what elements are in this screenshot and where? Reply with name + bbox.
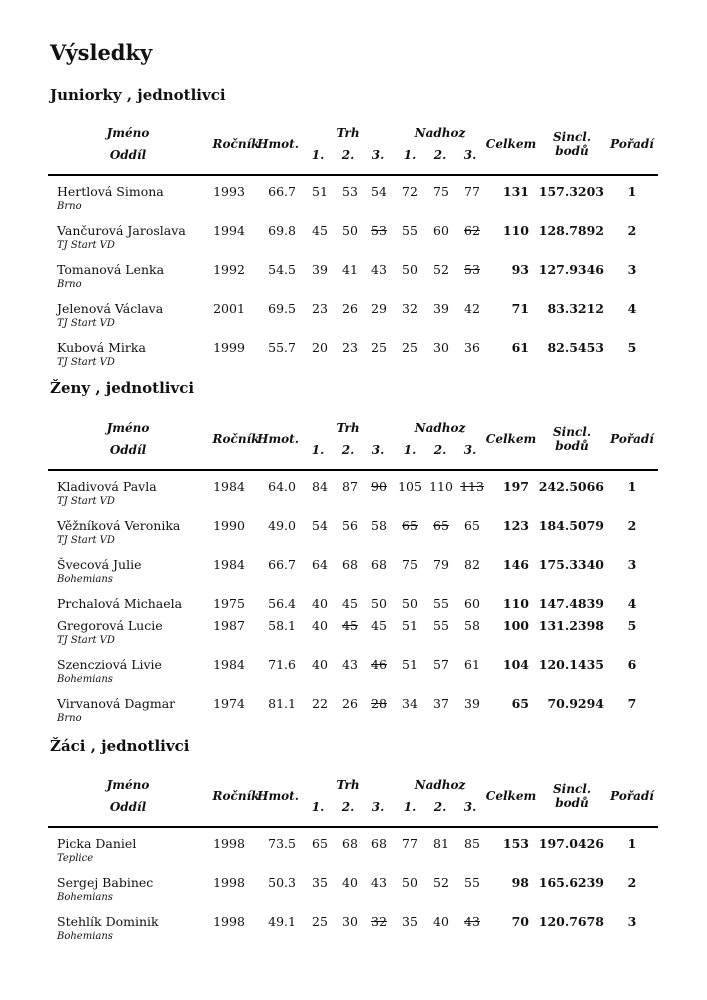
sinclair-points: 82.5453 — [547, 340, 604, 355]
total-score: 61 — [511, 340, 529, 355]
athlete-name: Prchalová Michaela — [57, 596, 183, 611]
header-trh: Trh — [336, 126, 360, 140]
body-weight: 55.7 — [268, 340, 296, 355]
birth-year: 1992 — [213, 262, 245, 277]
total-score: 71 — [511, 301, 529, 316]
total-score: 65 — [511, 696, 529, 711]
clean-jerk-attempt-3: 65 — [464, 518, 480, 533]
birth-year: 1974 — [213, 696, 245, 711]
header-trh: Trh — [336, 421, 360, 435]
athlete-name: Szencziová Livie — [57, 657, 162, 672]
clean-jerk-attempt-2: 30 — [433, 340, 449, 355]
clean-jerk-attempt-3-failed: 43 — [464, 914, 480, 929]
athlete-name: Virvanová Dagmar — [57, 696, 176, 711]
rank: 3 — [627, 914, 637, 929]
clean-jerk-attempt-3: 58 — [464, 618, 480, 633]
clean-jerk-attempt-2: 110 — [429, 479, 453, 494]
birth-year: 2001 — [213, 301, 245, 316]
athlete-name: Věžníková Veronika — [57, 518, 181, 533]
clean-jerk-attempt-1: 51 — [402, 657, 418, 672]
clean-jerk-attempt-2: 40 — [433, 914, 449, 929]
birth-year: 1984 — [213, 557, 245, 572]
athlete-name: Picka Daniel — [57, 836, 137, 851]
clean-jerk-attempt-3-failed: 53 — [464, 262, 480, 277]
header-sincl2: bodů — [555, 439, 589, 453]
body-weight: 58.1 — [268, 618, 296, 633]
snatch-attempt-2-failed: 45 — [342, 618, 358, 633]
body-weight: 64.0 — [268, 479, 296, 494]
body-weight: 49.1 — [268, 914, 296, 929]
birth-year: 1984 — [213, 657, 245, 672]
table-row — [48, 254, 658, 293]
athlete-club: TJ Start VD — [57, 635, 115, 646]
section-title-zeny: Ženy , jednotlivci — [50, 379, 195, 397]
section-title-zaci: Žáci , jednotlivci — [50, 737, 190, 755]
header-t2: 2. — [341, 443, 355, 457]
athlete-club: Brno — [57, 201, 82, 212]
snatch-attempt-3-failed: 46 — [371, 657, 387, 672]
body-weight: 73.5 — [268, 836, 296, 851]
header-n2: 2. — [433, 148, 447, 162]
athlete-club: Brno — [57, 279, 82, 290]
sinclair-points: 127.9346 — [538, 262, 604, 277]
header-n2: 2. — [433, 800, 447, 814]
rank: 1 — [627, 479, 637, 494]
clean-jerk-attempt-1: 72 — [402, 184, 418, 199]
snatch-attempt-2: 87 — [342, 479, 358, 494]
clean-jerk-attempt-2: 37 — [433, 696, 449, 711]
rank: 7 — [627, 696, 637, 711]
clean-jerk-attempt-3-failed: 62 — [464, 223, 480, 238]
snatch-attempt-3: 50 — [371, 596, 387, 611]
sinclair-points: 165.6239 — [538, 875, 604, 890]
header-t2: 2. — [341, 148, 355, 162]
clean-jerk-attempt-1: 25 — [402, 340, 418, 355]
athlete-name: Sergej Babinec — [57, 875, 154, 890]
snatch-attempt-2: 26 — [342, 696, 358, 711]
athlete-club: TJ Start VD — [57, 535, 115, 546]
rank: 3 — [627, 557, 637, 572]
clean-jerk-attempt-2: 55 — [433, 618, 449, 633]
header-jmeno: Jméno — [106, 126, 150, 140]
header-n3: 3. — [463, 800, 477, 814]
snatch-attempt-1: 35 — [312, 875, 328, 890]
birth-year: 1999 — [213, 340, 245, 355]
header-sincl1: Sincl. — [553, 130, 591, 144]
total-score: 104 — [502, 657, 529, 672]
clean-jerk-attempt-3-failed: 113 — [460, 479, 484, 494]
header-nadhoz: Nadhoz — [414, 778, 466, 792]
clean-jerk-attempt-1: 50 — [402, 262, 418, 277]
sinclair-points: 120.7678 — [538, 914, 604, 929]
total-score: 131 — [502, 184, 529, 199]
athlete-club: TJ Start VD — [57, 496, 115, 507]
table-row — [48, 176, 658, 215]
header-sincl2: bodů — [555, 796, 589, 810]
clean-jerk-attempt-1: 34 — [402, 696, 418, 711]
header-rocnik: Ročník — [212, 789, 260, 803]
body-weight: 54.5 — [268, 262, 296, 277]
clean-jerk-attempt-2: 81 — [433, 836, 449, 851]
results-table-zeny — [48, 417, 658, 727]
birth-year: 1987 — [213, 618, 245, 633]
rank: 2 — [627, 223, 637, 238]
athlete-name: Jelenová Václava — [57, 301, 164, 316]
table-header — [48, 774, 658, 828]
snatch-attempt-2: 68 — [342, 557, 358, 572]
table-row — [48, 610, 658, 649]
header-sincl1: Sincl. — [553, 425, 591, 439]
header-nadhoz: Nadhoz — [414, 126, 466, 140]
snatch-attempt-3: 29 — [371, 301, 387, 316]
header-n2: 2. — [433, 443, 447, 457]
clean-jerk-attempt-1: 55 — [402, 223, 418, 238]
header-n3: 3. — [463, 148, 477, 162]
snatch-attempt-3: 43 — [371, 875, 387, 890]
sinclair-points: 70.9294 — [547, 696, 604, 711]
header-rocnik: Ročník — [212, 137, 260, 151]
total-score: 123 — [502, 518, 529, 533]
snatch-attempt-2: 41 — [342, 262, 358, 277]
snatch-attempt-3: 54 — [371, 184, 387, 199]
athlete-name: Kubová Mirka — [57, 340, 146, 355]
clean-jerk-attempt-1: 50 — [402, 875, 418, 890]
body-weight: 66.7 — [268, 557, 296, 572]
snatch-attempt-3: 25 — [371, 340, 387, 355]
table-row — [48, 293, 658, 332]
total-score: 100 — [502, 618, 529, 633]
clean-jerk-attempt-1: 75 — [402, 557, 418, 572]
snatch-attempt-1: 40 — [312, 657, 328, 672]
header-trh: Trh — [336, 778, 360, 792]
clean-jerk-attempt-2: 55 — [433, 596, 449, 611]
header-n1: 1. — [403, 148, 417, 162]
clean-jerk-attempt-2: 39 — [433, 301, 449, 316]
table-row — [48, 867, 658, 906]
sinclair-points: 242.5066 — [538, 479, 604, 494]
sinclair-points: 131.2398 — [538, 618, 604, 633]
section-title-juniorky: Juniorky , jednotlivci — [50, 86, 226, 104]
sinclair-points: 120.1435 — [538, 657, 604, 672]
snatch-attempt-1: 25 — [312, 914, 328, 929]
snatch-attempt-2: 26 — [342, 301, 358, 316]
rank: 5 — [627, 340, 637, 355]
athlete-name: Vančurová Jaroslava — [57, 223, 186, 238]
header-poradi: Pořadí — [610, 789, 654, 803]
page-title: Výsledky — [50, 40, 153, 65]
athlete-name: Tomanová Lenka — [57, 262, 165, 277]
snatch-attempt-1: 23 — [312, 301, 328, 316]
body-weight: 56.4 — [268, 596, 296, 611]
snatch-attempt-3: 58 — [371, 518, 387, 533]
athlete-name: Švecová Julie — [57, 557, 142, 572]
snatch-attempt-2: 23 — [342, 340, 358, 355]
athlete-club: Bohemians — [57, 674, 113, 685]
snatch-attempt-1: 20 — [312, 340, 328, 355]
athlete-club: TJ Start VD — [57, 318, 115, 329]
header-poradi: Pořadí — [610, 432, 654, 446]
clean-jerk-attempt-3: 55 — [464, 875, 480, 890]
snatch-attempt-2: 43 — [342, 657, 358, 672]
athlete-club: Brno — [57, 713, 82, 724]
header-n3: 3. — [463, 443, 477, 457]
snatch-attempt-3-failed: 53 — [371, 223, 387, 238]
total-score: 197 — [502, 479, 529, 494]
header-celkem: Celkem — [485, 789, 537, 803]
athlete-club: Teplice — [57, 853, 94, 864]
header-n1: 1. — [403, 800, 417, 814]
clean-jerk-attempt-1: 51 — [402, 618, 418, 633]
header-sincl1: Sincl. — [553, 782, 591, 796]
snatch-attempt-1: 51 — [312, 184, 328, 199]
header-t1: 1. — [311, 800, 325, 814]
table-header — [48, 122, 658, 176]
table-row — [48, 906, 658, 945]
clean-jerk-attempt-1: 50 — [402, 596, 418, 611]
snatch-attempt-3: 68 — [371, 836, 387, 851]
results-table-juniorky — [48, 122, 658, 371]
snatch-attempt-3-failed: 32 — [371, 914, 387, 929]
rank: 5 — [627, 618, 637, 633]
snatch-attempt-1: 40 — [312, 596, 328, 611]
table-row — [48, 471, 658, 510]
clean-jerk-attempt-3: 61 — [464, 657, 480, 672]
header-jmeno: Jméno — [106, 421, 150, 435]
table-row — [48, 549, 658, 588]
athlete-name: Gregorová Lucie — [57, 618, 163, 633]
total-score: 110 — [502, 223, 529, 238]
table-row — [48, 588, 658, 610]
snatch-attempt-2: 53 — [342, 184, 358, 199]
snatch-attempt-2: 40 — [342, 875, 358, 890]
table-row — [48, 215, 658, 254]
table-header — [48, 417, 658, 471]
snatch-attempt-1: 40 — [312, 618, 328, 633]
header-n1: 1. — [403, 443, 417, 457]
clean-jerk-attempt-1: 105 — [398, 479, 422, 494]
clean-jerk-attempt-2: 75 — [433, 184, 449, 199]
athlete-name: Kladivová Pavla — [57, 479, 157, 494]
snatch-attempt-2: 68 — [342, 836, 358, 851]
athlete-name: Hertlová Simona — [57, 184, 164, 199]
snatch-attempt-3-failed: 90 — [371, 479, 387, 494]
clean-jerk-attempt-3: 60 — [464, 596, 480, 611]
body-weight: 66.7 — [268, 184, 296, 199]
total-score: 153 — [502, 836, 529, 851]
athlete-club: Bohemians — [57, 892, 113, 903]
sinclair-points: 83.3212 — [547, 301, 604, 316]
clean-jerk-attempt-3: 85 — [464, 836, 480, 851]
clean-jerk-attempt-2-failed: 65 — [433, 518, 449, 533]
table-row — [48, 649, 658, 688]
header-hmot: Hmot. — [257, 432, 299, 446]
header-jmeno: Jméno — [106, 778, 150, 792]
header-oddil: Oddíl — [109, 800, 147, 814]
header-hmot: Hmot. — [257, 789, 299, 803]
snatch-attempt-1: 65 — [312, 836, 328, 851]
snatch-attempt-1: 84 — [312, 479, 328, 494]
snatch-attempt-1: 64 — [312, 557, 328, 572]
rank: 1 — [627, 836, 637, 851]
body-weight: 49.0 — [268, 518, 296, 533]
snatch-attempt-3: 68 — [371, 557, 387, 572]
clean-jerk-attempt-2: 52 — [433, 875, 449, 890]
snatch-attempt-2: 50 — [342, 223, 358, 238]
birth-year: 1990 — [213, 518, 245, 533]
rank: 4 — [627, 596, 637, 611]
header-nadhoz: Nadhoz — [414, 421, 466, 435]
clean-jerk-attempt-2: 57 — [433, 657, 449, 672]
snatch-attempt-2: 30 — [342, 914, 358, 929]
rank: 4 — [627, 301, 637, 316]
header-oddil: Oddíl — [109, 443, 147, 457]
clean-jerk-attempt-3: 39 — [464, 696, 480, 711]
header-sincl2: bodů — [555, 144, 589, 158]
athlete-club: Bohemians — [57, 931, 113, 942]
body-weight: 50.3 — [268, 875, 296, 890]
birth-year: 1984 — [213, 479, 245, 494]
header-t2: 2. — [341, 800, 355, 814]
clean-jerk-attempt-1-failed: 65 — [402, 518, 418, 533]
clean-jerk-attempt-3: 77 — [464, 184, 480, 199]
header-celkem: Celkem — [485, 432, 537, 446]
clean-jerk-attempt-3: 42 — [464, 301, 480, 316]
clean-jerk-attempt-3: 82 — [464, 557, 480, 572]
total-score: 93 — [511, 262, 529, 277]
header-t3: 3. — [371, 443, 385, 457]
sinclair-points: 197.0426 — [538, 836, 604, 851]
sinclair-points: 147.4839 — [538, 596, 604, 611]
rank: 1 — [627, 184, 637, 199]
snatch-attempt-2: 45 — [342, 596, 358, 611]
snatch-attempt-1: 45 — [312, 223, 328, 238]
sinclair-points: 128.7892 — [538, 223, 604, 238]
table-row — [48, 828, 658, 867]
athlete-club: TJ Start VD — [57, 357, 115, 368]
snatch-attempt-2: 56 — [342, 518, 358, 533]
header-rocnik: Ročník — [212, 432, 260, 446]
sinclair-points: 157.3203 — [538, 184, 604, 199]
rank: 3 — [627, 262, 637, 277]
birth-year: 1975 — [213, 596, 245, 611]
snatch-attempt-3: 45 — [371, 618, 387, 633]
body-weight: 69.5 — [268, 301, 296, 316]
clean-jerk-attempt-2: 79 — [433, 557, 449, 572]
clean-jerk-attempt-1: 32 — [402, 301, 418, 316]
total-score: 110 — [502, 596, 529, 611]
total-score: 146 — [502, 557, 529, 572]
snatch-attempt-1: 39 — [312, 262, 328, 277]
header-celkem: Celkem — [485, 137, 537, 151]
athlete-name: Stehlík Dominik — [57, 914, 159, 929]
birth-year: 1998 — [213, 875, 245, 890]
header-t1: 1. — [311, 443, 325, 457]
birth-year: 1994 — [213, 223, 245, 238]
snatch-attempt-3: 43 — [371, 262, 387, 277]
table-row — [48, 688, 658, 727]
athlete-club: TJ Start VD — [57, 240, 115, 251]
snatch-attempt-1: 22 — [312, 696, 328, 711]
athlete-club: Bohemians — [57, 574, 113, 585]
header-poradi: Pořadí — [610, 137, 654, 151]
birth-year: 1998 — [213, 836, 245, 851]
header-t1: 1. — [311, 148, 325, 162]
birth-year: 1993 — [213, 184, 245, 199]
header-t3: 3. — [371, 800, 385, 814]
body-weight: 71.6 — [268, 657, 296, 672]
header-t3: 3. — [371, 148, 385, 162]
birth-year: 1998 — [213, 914, 245, 929]
clean-jerk-attempt-3: 36 — [464, 340, 480, 355]
results-table-zaci — [48, 774, 658, 945]
sinclair-points: 175.3340 — [538, 557, 604, 572]
clean-jerk-attempt-1: 77 — [402, 836, 418, 851]
clean-jerk-attempt-2: 60 — [433, 223, 449, 238]
clean-jerk-attempt-2: 52 — [433, 262, 449, 277]
rank: 6 — [627, 657, 637, 672]
table-row — [48, 332, 658, 371]
header-oddil: Oddíl — [109, 148, 147, 162]
clean-jerk-attempt-1: 35 — [402, 914, 418, 929]
total-score: 98 — [511, 875, 529, 890]
total-score: 70 — [511, 914, 529, 929]
sinclair-points: 184.5079 — [538, 518, 604, 533]
snatch-attempt-3-failed: 28 — [371, 696, 387, 711]
snatch-attempt-1: 54 — [312, 518, 328, 533]
body-weight: 69.8 — [268, 223, 296, 238]
rank: 2 — [627, 518, 637, 533]
body-weight: 81.1 — [268, 696, 296, 711]
table-row — [48, 510, 658, 549]
header-hmot: Hmot. — [257, 137, 299, 151]
rank: 2 — [627, 875, 637, 890]
